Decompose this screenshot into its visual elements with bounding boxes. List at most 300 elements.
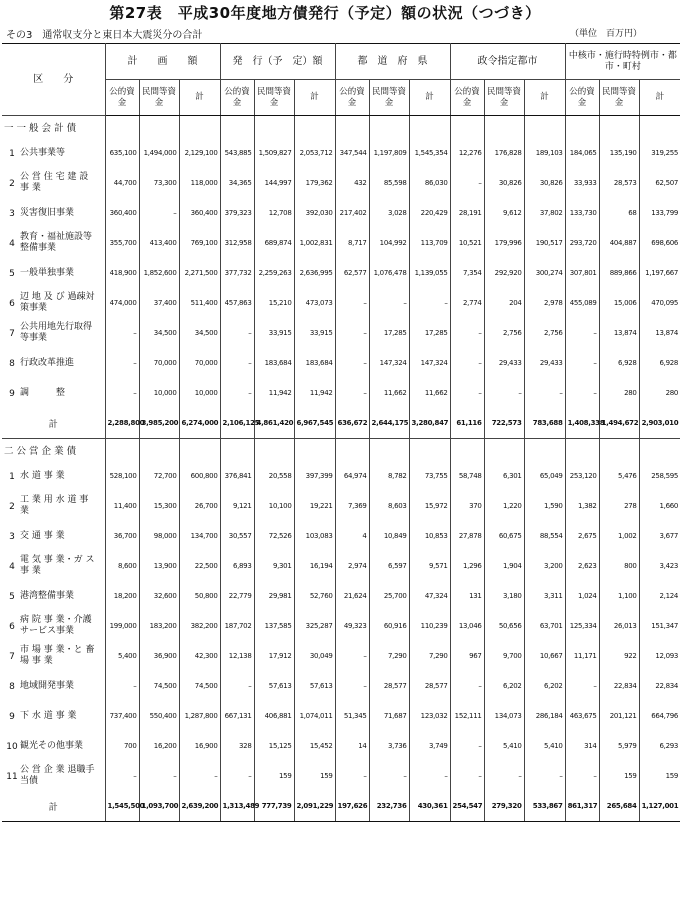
table-row	[2, 318, 680, 348]
value-cell: 307,801	[565, 258, 599, 288]
value-cell: 73,300	[139, 168, 179, 198]
value-cell: 32,600	[139, 581, 179, 611]
value-cell: 26,013	[599, 611, 639, 641]
value-cell: 377,732	[220, 258, 254, 288]
value-cell: 2,639,200	[179, 791, 220, 822]
value-cell: 123,032	[409, 701, 450, 731]
value-cell: 1,127,001	[639, 791, 680, 822]
value-cell: 6,202	[484, 671, 524, 701]
value-cell: 328	[220, 731, 254, 761]
empty-cell	[335, 439, 369, 462]
value-cell: 50,656	[484, 611, 524, 641]
table-row	[2, 461, 680, 491]
row-name: 公共用地先行取得等事業	[20, 322, 93, 343]
value-cell: 15,972	[409, 491, 450, 521]
value-cell: 8,603	[369, 491, 409, 521]
value-cell: –	[105, 761, 139, 791]
value-cell: 8,782	[369, 461, 409, 491]
value-cell: 7,369	[335, 491, 369, 521]
row-number: 4	[9, 561, 15, 572]
value-cell: 183,200	[139, 611, 179, 641]
row-number: 6	[9, 621, 15, 632]
value-cell: 16,194	[294, 551, 335, 581]
value-cell: 199,000	[105, 611, 139, 641]
group-header: 政令指定都市	[450, 44, 565, 80]
value-cell: 1,545,500	[105, 791, 139, 822]
value-cell: 6,597	[369, 551, 409, 581]
value-cell: 667,131	[220, 701, 254, 731]
value-cell: 28,573	[599, 168, 639, 198]
value-cell: 17,285	[409, 318, 450, 348]
value-cell: 57,613	[254, 671, 294, 701]
row-label	[2, 761, 105, 791]
value-cell: 22,834	[599, 671, 639, 701]
section-header-row	[2, 439, 680, 462]
row-name: 交 通 事 業	[20, 530, 65, 541]
value-cell: 8,600	[105, 551, 139, 581]
value-cell: 30,826	[524, 168, 565, 198]
value-cell: 533,867	[524, 791, 565, 822]
value-cell: 253,120	[565, 461, 599, 491]
value-cell: 6,202	[524, 671, 565, 701]
value-cell: 2,774	[450, 288, 484, 318]
empty-cell	[565, 116, 599, 139]
subheader-cell: 民間等資金	[369, 80, 409, 116]
value-cell: 52,760	[294, 581, 335, 611]
row-label	[2, 198, 105, 228]
value-cell: 1,509,827	[254, 138, 294, 168]
value-cell: 147,324	[409, 348, 450, 378]
value-cell: 9,121	[220, 491, 254, 521]
table-row	[2, 138, 680, 168]
subheader-cell: 民間等資金	[599, 80, 639, 116]
value-cell: 29,433	[524, 348, 565, 378]
total-row	[2, 408, 680, 439]
subheader-cell: 民間等資金	[484, 80, 524, 116]
value-cell: 70,000	[139, 348, 179, 378]
value-cell: 33,915	[294, 318, 335, 348]
value-cell: 1,545,354	[409, 138, 450, 168]
subheader-cell: 計	[639, 80, 680, 116]
row-name: 下 水 道 事 業	[20, 710, 77, 721]
section-title: 二 公 営 企 業 債	[4, 446, 77, 457]
table-row	[2, 168, 680, 198]
value-cell: –	[105, 348, 139, 378]
value-cell: 737,400	[105, 701, 139, 731]
empty-cell	[369, 439, 409, 462]
row-name: 工 業 用 水 道 事 業	[20, 495, 89, 516]
empty-cell	[639, 439, 680, 462]
value-cell: –	[335, 641, 369, 671]
row-number: 2	[9, 501, 15, 512]
value-cell: 28,577	[369, 671, 409, 701]
value-cell: 370	[450, 491, 484, 521]
value-cell: 861,317	[565, 791, 599, 822]
row-label	[2, 731, 105, 761]
row-label	[2, 348, 105, 378]
empty-cell	[254, 439, 294, 462]
empty-cell	[139, 439, 179, 462]
row-label	[2, 581, 105, 611]
value-cell: 9,612	[484, 198, 524, 228]
value-cell: 36,900	[139, 641, 179, 671]
row-name: 公 営 企 業 退職手当債	[20, 765, 95, 786]
value-cell: 104,992	[369, 228, 409, 258]
row-label	[2, 168, 105, 198]
value-cell: 15,210	[254, 288, 294, 318]
subheader-cell: 公的資金	[335, 80, 369, 116]
value-cell: 286,184	[524, 701, 565, 731]
value-cell: –	[524, 761, 565, 791]
value-cell: 201,121	[599, 701, 639, 731]
value-cell: –	[484, 761, 524, 791]
value-cell: 11,662	[369, 378, 409, 408]
value-cell: 62,507	[639, 168, 680, 198]
value-cell: 1,197,809	[369, 138, 409, 168]
empty-cell	[639, 116, 680, 139]
empty-cell	[524, 439, 565, 462]
value-cell: 152,111	[450, 701, 484, 731]
row-name: 電 気 事 業・ガ ス 事 業	[20, 555, 95, 576]
value-cell: 34,500	[139, 318, 179, 348]
value-cell: 550,400	[139, 701, 179, 731]
value-cell: 86,030	[409, 168, 450, 198]
value-cell: 13,046	[450, 611, 484, 641]
value-cell: 432	[335, 168, 369, 198]
value-cell: 360,400	[179, 198, 220, 228]
value-cell: –	[450, 348, 484, 378]
value-cell: 3,749	[409, 731, 450, 761]
value-cell: 2,623	[565, 551, 599, 581]
value-cell: 16,900	[179, 731, 220, 761]
row-number: 2	[9, 178, 15, 189]
value-cell: 278	[599, 491, 639, 521]
value-cell: 14	[335, 731, 369, 761]
row-name: 一般単独事業	[20, 267, 75, 278]
value-cell: 20,558	[254, 461, 294, 491]
value-cell: 73,755	[409, 461, 450, 491]
value-cell: 474,000	[105, 288, 139, 318]
value-cell: 2,124	[639, 581, 680, 611]
empty-cell	[599, 439, 639, 462]
value-cell: 74,500	[139, 671, 179, 701]
value-cell: 511,400	[179, 288, 220, 318]
value-cell: –	[565, 671, 599, 701]
value-cell: 60,675	[484, 521, 524, 551]
bond-issuance-table	[2, 43, 680, 822]
total-label: 計	[2, 791, 105, 822]
value-cell: 137,585	[254, 611, 294, 641]
value-cell: 25,700	[369, 581, 409, 611]
value-cell: 10,667	[524, 641, 565, 671]
row-number: 9	[9, 711, 15, 722]
empty-cell	[294, 116, 335, 139]
value-cell: –	[565, 348, 599, 378]
empty-cell	[179, 116, 220, 139]
value-cell: 800	[599, 551, 639, 581]
value-cell: 3,311	[524, 581, 565, 611]
value-cell: 13,900	[139, 551, 179, 581]
value-cell: 72,700	[139, 461, 179, 491]
group-header: 中核市・施行時特例市・都市・町村	[565, 44, 680, 80]
row-label	[2, 318, 105, 348]
value-cell: 133,799	[639, 198, 680, 228]
value-cell: 134,700	[179, 521, 220, 551]
row-number: 1	[9, 148, 15, 159]
value-cell: 232,736	[369, 791, 409, 822]
row-label	[2, 288, 105, 318]
value-cell: 179,362	[294, 168, 335, 198]
row-name: 調 整	[20, 387, 66, 398]
row-number: 6	[9, 298, 15, 309]
group-header: 計 画 額	[105, 44, 220, 80]
empty-cell	[105, 116, 139, 139]
table-row	[2, 731, 680, 761]
row-number: 10	[6, 741, 18, 752]
table-row	[2, 521, 680, 551]
value-cell: 2,091,229	[294, 791, 335, 822]
value-cell: 258,595	[639, 461, 680, 491]
value-cell: 12,276	[450, 138, 484, 168]
row-number: 7	[9, 328, 15, 339]
value-cell: 6,893	[220, 551, 254, 581]
value-cell: –	[409, 761, 450, 791]
value-cell: 10,521	[450, 228, 484, 258]
value-cell: 1,076,478	[369, 258, 409, 288]
value-cell: 3,200	[524, 551, 565, 581]
value-cell: 12,138	[220, 641, 254, 671]
value-cell: 636,672	[335, 408, 369, 439]
value-cell: 1,296	[450, 551, 484, 581]
value-cell: 21,624	[335, 581, 369, 611]
value-cell: 17,285	[369, 318, 409, 348]
value-cell: –	[139, 761, 179, 791]
value-cell: 254,547	[450, 791, 484, 822]
value-cell: 360,400	[105, 198, 139, 228]
row-number: 3	[9, 531, 15, 542]
value-cell: 15,300	[139, 491, 179, 521]
empty-cell	[524, 116, 565, 139]
value-cell: 64,974	[335, 461, 369, 491]
value-cell: 29,433	[484, 348, 524, 378]
value-cell: 1,852,600	[139, 258, 179, 288]
empty-cell	[254, 116, 294, 139]
total-label: 計	[2, 408, 105, 439]
row-number: 11	[6, 771, 18, 782]
value-cell: 113,709	[409, 228, 450, 258]
value-cell: 1,904	[484, 551, 524, 581]
value-cell: 528,100	[105, 461, 139, 491]
value-cell: 63,701	[524, 611, 565, 641]
value-cell: 4,861,420	[254, 408, 294, 439]
value-cell: 11,171	[565, 641, 599, 671]
value-cell: 6,301	[484, 461, 524, 491]
empty-cell	[409, 116, 450, 139]
empty-cell	[294, 439, 335, 462]
value-cell: –	[450, 378, 484, 408]
value-cell: 110,239	[409, 611, 450, 641]
value-cell: 635,100	[105, 138, 139, 168]
value-cell: 15,452	[294, 731, 335, 761]
value-cell: 18,200	[105, 581, 139, 611]
empty-cell	[565, 439, 599, 462]
value-cell: 187,702	[220, 611, 254, 641]
value-cell: 1,590	[524, 491, 565, 521]
value-cell: 1,002	[599, 521, 639, 551]
table-row	[2, 198, 680, 228]
value-cell: –	[335, 348, 369, 378]
value-cell: 61,116	[450, 408, 484, 439]
row-name: 観光その他事業	[20, 740, 84, 751]
value-cell: –	[409, 288, 450, 318]
table-row	[2, 258, 680, 288]
value-cell: 265,684	[599, 791, 639, 822]
value-cell: 30,826	[484, 168, 524, 198]
value-cell: 379,323	[220, 198, 254, 228]
row-number: 8	[9, 358, 15, 369]
value-cell: 698,606	[639, 228, 680, 258]
value-cell: 10,849	[369, 521, 409, 551]
value-cell: –	[369, 288, 409, 318]
value-cell: 33,933	[565, 168, 599, 198]
value-cell: 13,874	[639, 318, 680, 348]
value-cell: 57,613	[294, 671, 335, 701]
empty-cell	[179, 439, 220, 462]
value-cell: –	[179, 761, 220, 791]
row-name: 辺 地 及 び 過疎対策事業	[20, 292, 95, 313]
value-cell: 2,978	[524, 288, 565, 318]
subheader-cell: 計	[294, 80, 335, 116]
value-cell: 134,073	[484, 701, 524, 731]
total-row	[2, 791, 680, 822]
row-label	[2, 611, 105, 641]
value-cell: 159	[639, 761, 680, 791]
subheader-cell: 公的資金	[450, 80, 484, 116]
value-cell: 50,800	[179, 581, 220, 611]
table-subtitle: その3 通常収支分と東日本大震災分の合計	[6, 30, 203, 41]
value-cell: 430,361	[409, 791, 450, 822]
value-cell: –	[335, 288, 369, 318]
section-title: 一 一 般 会 計 債	[4, 123, 77, 134]
table-row	[2, 288, 680, 318]
value-cell: 1,494,672	[599, 408, 639, 439]
value-cell: –	[565, 761, 599, 791]
value-cell: 131	[450, 581, 484, 611]
value-cell: 473,073	[294, 288, 335, 318]
value-cell: 34,365	[220, 168, 254, 198]
row-name: 港湾整備事業	[20, 590, 75, 601]
row-name: 水 道 事 業	[20, 470, 65, 481]
value-cell: 470,095	[639, 288, 680, 318]
value-cell: 34,500	[179, 318, 220, 348]
value-cell: 2,129,100	[179, 138, 220, 168]
table-row	[2, 348, 680, 378]
value-cell: –	[105, 318, 139, 348]
row-number: 4	[9, 238, 15, 249]
value-cell: 151,347	[639, 611, 680, 641]
value-cell: –	[450, 318, 484, 348]
value-cell: 3,677	[639, 521, 680, 551]
empty-cell	[220, 116, 254, 139]
value-cell: 2,644,175	[369, 408, 409, 439]
value-cell: 42,300	[179, 641, 220, 671]
unit-label: （単位 百万円）	[569, 29, 642, 39]
value-cell: 6,274,000	[179, 408, 220, 439]
value-cell: 2,974	[335, 551, 369, 581]
value-cell: –	[565, 378, 599, 408]
subheader-cell: 計	[179, 80, 220, 116]
value-cell: 33,915	[254, 318, 294, 348]
value-cell: 11,400	[105, 491, 139, 521]
value-cell: 159	[599, 761, 639, 791]
value-cell: –	[105, 671, 139, 701]
value-cell: 1,660	[639, 491, 680, 521]
value-cell: 2,106,125	[220, 408, 254, 439]
value-cell: 13,874	[599, 318, 639, 348]
value-cell: 51,345	[335, 701, 369, 731]
value-cell: –	[450, 168, 484, 198]
subheader-cell: 民間等資金	[139, 80, 179, 116]
value-cell: 1,024	[565, 581, 599, 611]
value-cell: 6,928	[599, 348, 639, 378]
value-cell: 125,334	[565, 611, 599, 641]
table-row	[2, 378, 680, 408]
row-label	[2, 641, 105, 671]
value-cell: 1,002,831	[294, 228, 335, 258]
table-row	[2, 228, 680, 258]
value-cell: 62,577	[335, 258, 369, 288]
row-number: 9	[9, 388, 15, 399]
table-row	[2, 641, 680, 671]
row-label	[2, 461, 105, 491]
value-cell: 47,324	[409, 581, 450, 611]
value-cell: 190,517	[524, 228, 565, 258]
value-cell: 36,700	[105, 521, 139, 551]
row-label	[2, 258, 105, 288]
value-cell: 159	[254, 761, 294, 791]
subheader-cell: 民間等資金	[254, 80, 294, 116]
value-cell: 293,720	[565, 228, 599, 258]
row-label	[2, 138, 105, 168]
value-cell: 133,730	[565, 198, 599, 228]
value-cell: 10,000	[139, 378, 179, 408]
value-cell: 292,920	[484, 258, 524, 288]
value-cell: 22,834	[639, 671, 680, 701]
value-cell: 1,139,055	[409, 258, 450, 288]
row-label	[2, 228, 105, 258]
value-cell: 9,571	[409, 551, 450, 581]
value-cell: 543,885	[220, 138, 254, 168]
group-header: 都 道 府 県	[335, 44, 450, 80]
value-cell: 700	[105, 731, 139, 761]
value-cell: 16,200	[139, 731, 179, 761]
value-cell: 8,717	[335, 228, 369, 258]
row-name: 災害復旧事業	[20, 207, 75, 218]
value-cell: –	[220, 671, 254, 701]
table-row	[2, 581, 680, 611]
value-cell: 3,423	[639, 551, 680, 581]
table-row	[2, 671, 680, 701]
value-cell: 4	[335, 521, 369, 551]
value-cell: 11,942	[254, 378, 294, 408]
row-name: 行政改革推進	[20, 357, 75, 368]
value-cell: 176,828	[484, 138, 524, 168]
value-cell: 376,841	[220, 461, 254, 491]
value-cell: 65,049	[524, 461, 565, 491]
value-cell: 5,979	[599, 731, 639, 761]
value-cell: 183,684	[294, 348, 335, 378]
value-cell: 7,290	[369, 641, 409, 671]
